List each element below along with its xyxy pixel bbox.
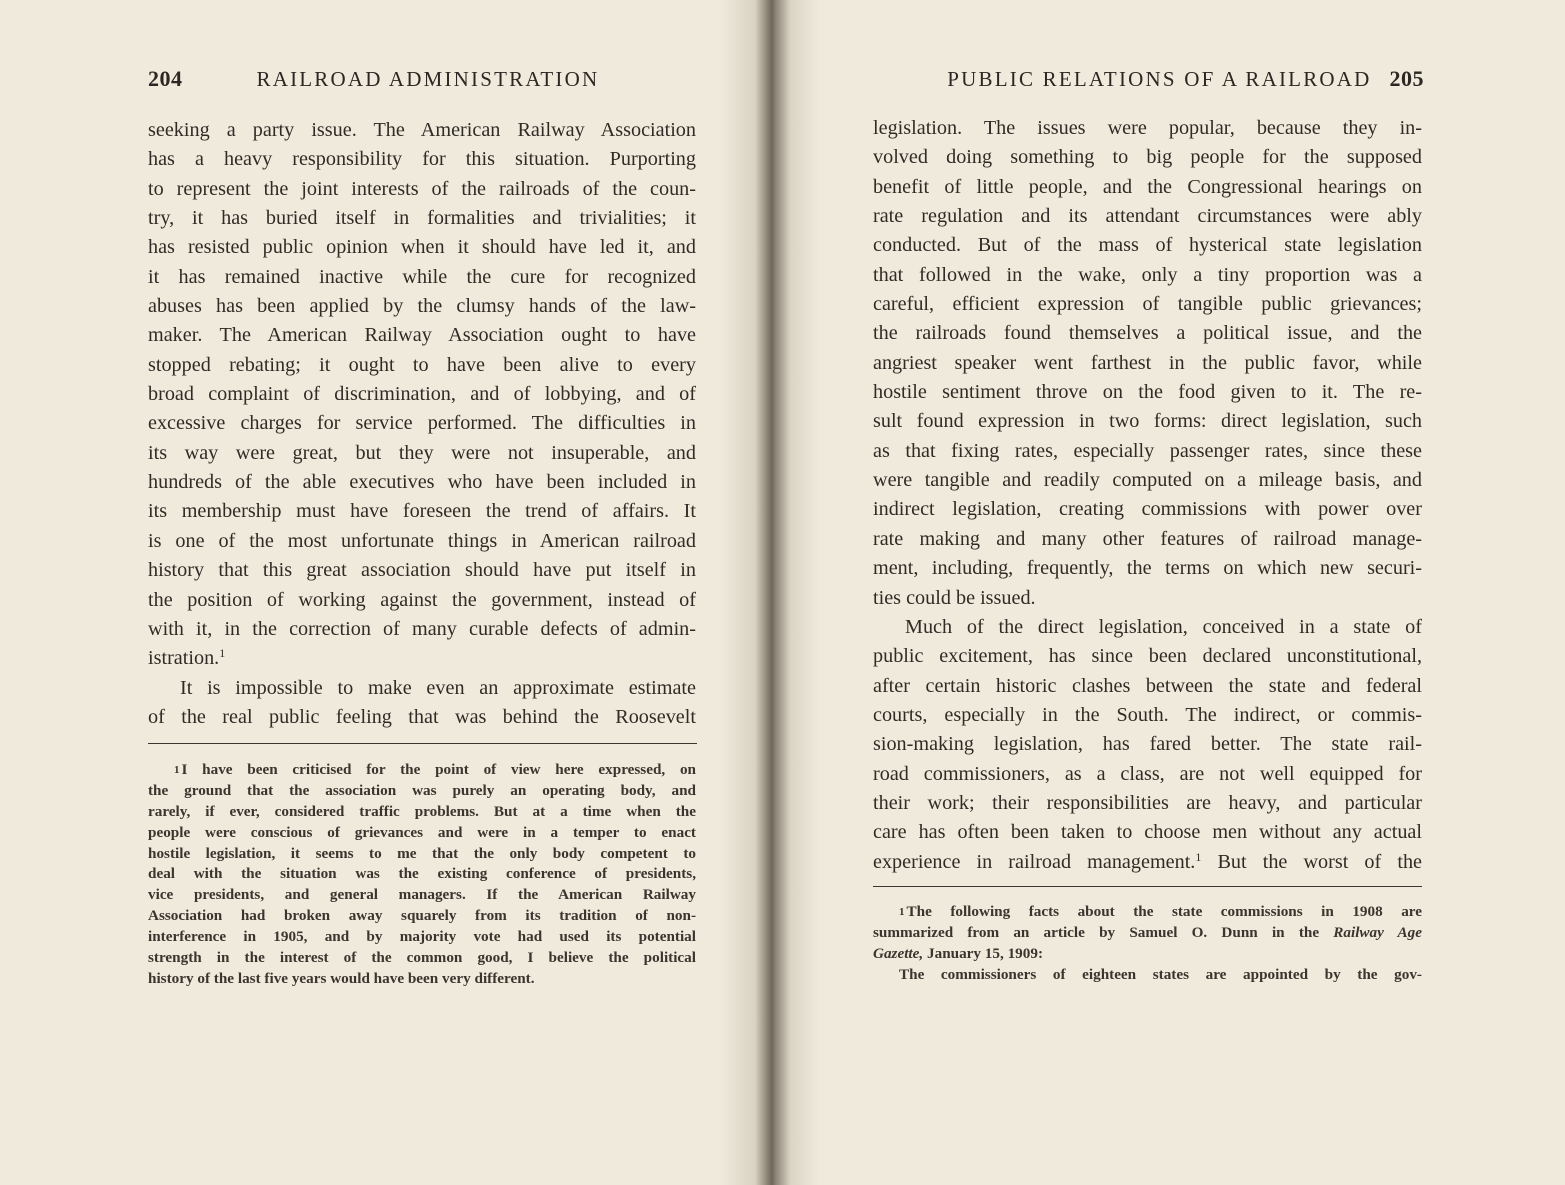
footnote-text: January 15, 1909:: [927, 944, 1044, 962]
left-page-number: 204: [148, 66, 183, 91]
body-line: [873, 848, 1422, 877]
body-line-text: experience in railroad management.: [873, 850, 1196, 873]
footnote-italic-text: Railway Age: [1333, 923, 1422, 941]
footnote-rule: [148, 743, 697, 744]
footnote-line: vice presidents, and general managers. If the American Railway: [148, 886, 696, 904]
footnote-line: Association had broken away squarely from its tradition of non-: [148, 907, 696, 925]
footnote-reference: 1: [1195, 849, 1202, 864]
body-line: hostile sentiment throve on the food given to it. The re-: [873, 381, 1422, 404]
body-line: were tangible and readily computed on a mileage basis, and: [873, 469, 1422, 492]
body-line: their work; their responsibilities are heavy, and particular: [873, 791, 1422, 814]
body-line: try, it has buried itself in formalities and trivialities; it: [148, 207, 696, 230]
body-line: is one of the most unfortunate things in American railroad: [148, 529, 696, 552]
body-line: has resisted public opinion when it should have led it, and: [148, 236, 696, 259]
body-line: seeking a party issue. The American Railway Association: [148, 119, 696, 141]
body-line: broad complaint of discrimination, and of lobbying, and of: [148, 383, 696, 406]
body-line: has a heavy responsibility for this situation. Purporting: [148, 148, 696, 171]
body-line: excessive charges for service performed. The difficulties in: [148, 412, 696, 435]
body-line: sult found expression in two forms: direct legislation, such: [873, 410, 1422, 433]
body-line-text: istration.: [148, 647, 220, 670]
footnote-line: [873, 902, 1422, 923]
body-line: indirect legislation, creating commissions with power over: [873, 498, 1422, 521]
footnote-text: I have been criticised for the point of view here expressed, on: [181, 761, 696, 778]
footnote-line: deal with the situation was the existing conference of presidents,: [148, 865, 696, 883]
footnote-line: [873, 944, 1422, 965]
book-gutter: [720, 0, 820, 1185]
body-line: ment, including, frequently, the terms on which new securi-: [873, 557, 1422, 580]
body-line: ties could be issued.: [873, 586, 1036, 609]
body-line: its membership must have foreseen the trend of affairs. It: [148, 500, 696, 523]
left-running-title: RAILROAD ADMINISTRATION: [256, 67, 600, 91]
body-line: benefit of little people, and the Congressional hearings on: [873, 175, 1422, 198]
body-line: rate making and many other features of railroad manage-: [873, 527, 1422, 550]
footnote-line: interference in 1905, and by majority vote had used its potential: [148, 928, 696, 946]
body-line: It is impossible to make even an approximate estimate: [180, 676, 696, 699]
footnote-italic-text: Gazette,: [873, 944, 924, 962]
footnote-line: the ground that the association was purely an operating body, and: [148, 781, 696, 799]
body-line: road commissioners, as a class, are not well equipped for: [873, 762, 1422, 785]
footnote-text: The following facts about the state commissions in 1908 are: [906, 903, 1422, 920]
footnote-line: strength in the interest of the common good, I believe the political: [148, 949, 696, 967]
body-line: [148, 644, 696, 673]
body-line: abuses has been applied by the clumsy hands of the law-: [148, 295, 696, 318]
footnote-text: summarized from an article by Samuel O. Dunn in the: [873, 923, 1320, 941]
left-footnote: [148, 760, 696, 990]
body-line: legislation. The issues were popular, because they in-: [873, 117, 1422, 139]
footnote-rule: [873, 886, 1422, 887]
body-line: rate regulation and its attendant circumstances were ably: [873, 205, 1422, 228]
body-line: the railroads found themselves a political issue, and the: [873, 322, 1422, 345]
body-line: volved doing something to big people for the supposed: [873, 146, 1422, 169]
body-line: hundreds of the able executives who have been included in: [148, 471, 696, 494]
left-running-head: [148, 66, 696, 92]
footnote-line: rarely, if ever, considered traffic problems. But at a time when the: [148, 802, 696, 820]
right-body-text: [873, 114, 1422, 877]
body-line: that followed in the wake, only a tiny proportion was a: [873, 263, 1422, 286]
footnote-line: [873, 923, 1422, 944]
right-footnote: [873, 902, 1422, 986]
body-line: its way were great, but they were not insuperable, and: [148, 441, 696, 464]
footnote-line: [148, 760, 696, 781]
footnote-line: history of the last five years would have been very different.: [148, 969, 535, 987]
footnote-line: people were conscious of grievances and were in a temper to enact: [148, 823, 696, 841]
body-line: of the real public feeling that was behind the Roosevelt: [148, 705, 696, 728]
right-page-number: 205: [1389, 66, 1424, 91]
footnote-line: hostile legislation, it seems to me that the only body competent to: [148, 844, 696, 862]
body-line: stopped rebating; it ought to have been alive to every: [148, 353, 696, 376]
body-line: maker. The American Railway Association ought to have: [148, 324, 696, 347]
body-line: as that fixing rates, especially passenger rates, since these: [873, 439, 1422, 462]
body-line: the position of working against the government, instead of: [148, 588, 696, 611]
body-line: angriest speaker went farthest in the public favor, while: [873, 351, 1422, 374]
body-line: to represent the joint interests of the railroads of the coun-: [148, 177, 696, 200]
body-line: careful, efficient expression of tangible public grievances;: [873, 293, 1422, 316]
footnote-marker: 1: [174, 764, 180, 776]
body-line: courts, especially in the South. The indirect, or commis-: [873, 703, 1422, 726]
right-running-head: [932, 66, 1424, 92]
body-line-text: But the worst of the: [1217, 850, 1422, 873]
left-body-text: [148, 116, 696, 732]
body-line: history that this great association should have put itself in: [148, 559, 696, 582]
footnote-line: The commissioners of eighteen states are appointed by the gov-: [899, 965, 1422, 983]
footnote-marker: 1: [899, 906, 905, 918]
body-line: Much of the direct legislation, conceived in a state of: [905, 615, 1422, 638]
right-running-title: PUBLIC RELATIONS OF A RAILROAD: [947, 67, 1372, 91]
body-line: after certain historic clashes between the state and federal: [873, 674, 1422, 697]
body-line: sion-making legislation, has fared better. The state rail-: [873, 733, 1422, 756]
body-line: care has often been taken to choose men without any actual: [873, 821, 1422, 844]
body-line: public excitement, has since been declared unconstitutional,: [873, 645, 1422, 668]
footnote-reference: 1: [219, 646, 226, 661]
body-line: it has remained inactive while the cure for recognized: [148, 265, 696, 288]
body-line: with it, in the correction of many curable defects of admin-: [148, 617, 696, 640]
body-line: conducted. But of the mass of hysterical state legislation: [873, 234, 1422, 257]
